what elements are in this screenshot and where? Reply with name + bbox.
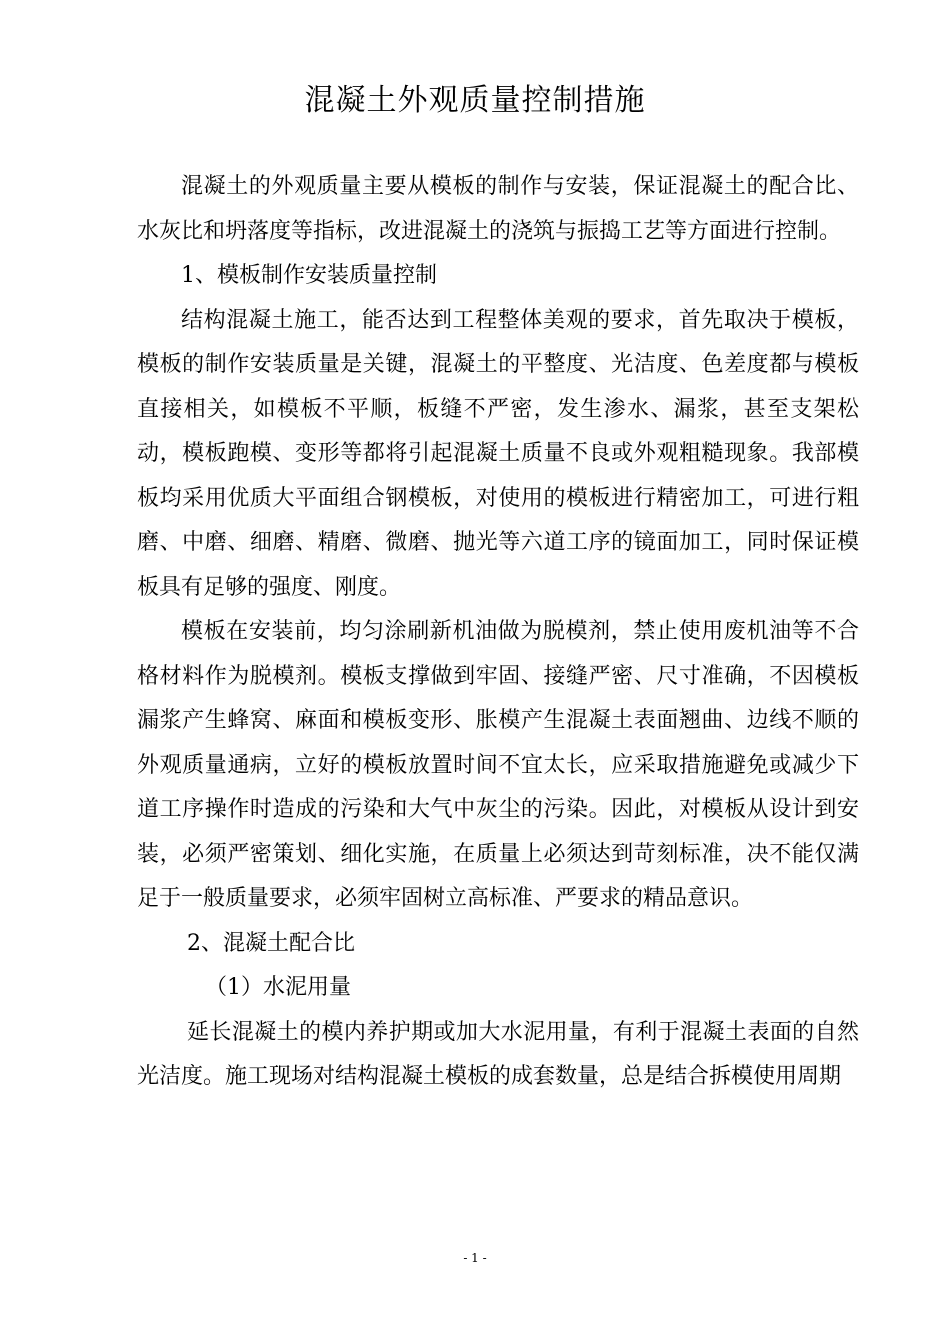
section-2-heading: 2、混凝土配合比 bbox=[187, 930, 355, 956]
document-title: 混凝土外观质量控制措施 bbox=[304, 83, 646, 118]
section-1-paragraph-1: 结构混凝土施工，能否达到工程整体美观的要求，首先取决于模板，模板的制作安装质量是关键，混凝土的平整度、光洁度、色差度都与模板直接相关，如模板不平顺，板缝不严密，发生渗水、漏浆，甚至支架松动，模板跑模、变形等都将引起混凝土质量不良或外观粗糙现象。我部模板均采用优质大平面组合钢模板，对使用的模板进行精密加工，可进行粗磨、中磨、细磨、精磨、微磨、抛光等六道工序的镜面加工，同时保证模板具有足够的强度、刚度。 bbox=[137, 307, 859, 600]
section-2-paragraph-1: 延长混凝土的模内养护期或加大水泥用量，有利于混凝土表面的自然光洁度。施工现场对结构混凝土模板的成套数量，总是结合拆模使用周期 bbox=[137, 1019, 859, 1089]
section-2-subheading-1: （1）水泥用量 bbox=[205, 975, 351, 1000]
page-number: - 1 - bbox=[463, 1251, 487, 1265]
document-body bbox=[137, 165, 859, 1100]
section-1-paragraph-2: 模板在安装前，均匀涂刷新机油做为脱模剂，禁止使用废机油等不合格材料作为脱模剂。模板支撑做到牢固、接缝严密、尺寸准确，不因模板漏浆产生蜂窝、麻面和模板变形、胀模产生混凝土表面翘曲、边线不顺的外观质量通病，立好的模板放置时间不宜太长，应采取措施避免或减少下道工序操作时造成的污染和大气中灰尘的污染。因此，对模板从设计到安装，必须严密策划、细化实施，在质量上必须达到苛刻标准，决不能仅满足于一般质量要求，必须牢固树立高标准、严要求的精品意识。 bbox=[137, 619, 859, 911]
intro-paragraph: 混凝土的外观质量主要从模板的制作与安装，保证混凝土的配合比、水灰比和坍落度等指标，改进混凝土的浇筑与振捣工艺等方面进行控制。 bbox=[137, 174, 859, 244]
section-1-heading: 1、模板制作安装质量控制 bbox=[181, 263, 437, 288]
